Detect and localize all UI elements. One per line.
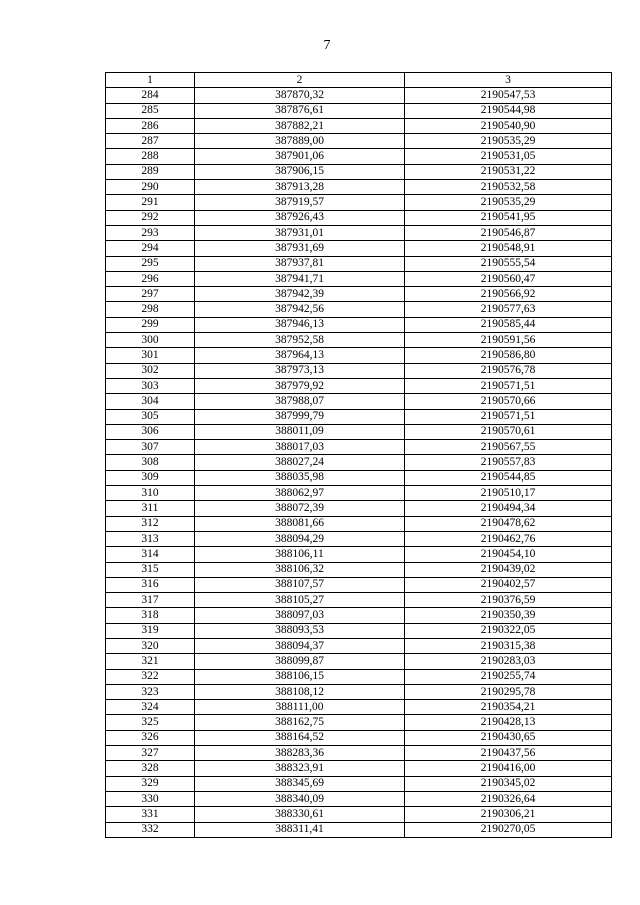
x-coordinate-cell: 388106,32 [195,562,405,577]
point-number-cell: 328 [106,761,195,776]
y-coordinate-cell: 2190567,55 [405,440,612,455]
y-coordinate-cell: 2190402,57 [405,577,612,592]
column-header-3: 3 [405,73,612,88]
point-number-cell: 288 [106,149,195,164]
point-number-cell: 331 [106,807,195,822]
y-coordinate-cell: 2190270,05 [405,822,612,837]
y-coordinate-cell: 2190535,29 [405,195,612,210]
table-row [106,363,612,378]
x-coordinate-cell: 387937,81 [195,256,405,271]
x-coordinate-cell: 388323,91 [195,761,405,776]
y-coordinate-cell: 2190570,61 [405,424,612,439]
table-row [106,684,612,699]
y-coordinate-cell: 2190494,34 [405,501,612,516]
table-row [106,470,612,485]
y-coordinate-cell: 2190544,85 [405,470,612,485]
x-coordinate-cell: 387952,58 [195,333,405,348]
table-row [106,638,612,653]
y-coordinate-cell: 2190571,51 [405,409,612,424]
table-row [106,531,612,546]
x-coordinate-cell: 387931,01 [195,225,405,240]
y-coordinate-cell: 2190306,21 [405,807,612,822]
y-coordinate-cell: 2190585,44 [405,317,612,332]
table-row [106,746,612,761]
y-coordinate-cell: 2190326,64 [405,791,612,806]
table-row [106,180,612,195]
x-coordinate-cell: 387913,28 [195,180,405,195]
x-coordinate-cell: 388164,52 [195,730,405,745]
table-row [106,547,612,562]
column-header-1: 1 [106,73,195,88]
x-coordinate-cell: 388081,66 [195,516,405,531]
table-row [106,501,612,516]
column-header-2: 2 [195,73,405,88]
point-number-cell: 319 [106,623,195,638]
x-coordinate-cell: 387999,79 [195,409,405,424]
y-coordinate-cell: 2190437,56 [405,746,612,761]
table-row [106,807,612,822]
x-coordinate-cell: 388027,24 [195,455,405,470]
point-number-cell: 289 [106,164,195,179]
point-number-cell: 284 [106,88,195,103]
x-coordinate-cell: 388111,00 [195,700,405,715]
table-row [106,623,612,638]
table-row [106,791,612,806]
x-coordinate-cell: 387973,13 [195,363,405,378]
x-coordinate-cell: 388093,53 [195,623,405,638]
y-coordinate-cell: 2190255,74 [405,669,612,684]
y-coordinate-cell: 2190531,22 [405,164,612,179]
table-row [106,669,612,684]
x-coordinate-cell: 388094,29 [195,531,405,546]
point-number-cell: 326 [106,730,195,745]
y-coordinate-cell: 2190540,90 [405,118,612,133]
point-number-cell: 304 [106,394,195,409]
point-number-cell: 329 [106,776,195,791]
point-number-cell: 298 [106,302,195,317]
x-coordinate-cell: 388330,61 [195,807,405,822]
x-coordinate-cell: 387901,06 [195,149,405,164]
point-number-cell: 309 [106,470,195,485]
table-row [106,149,612,164]
y-coordinate-cell: 2190547,53 [405,88,612,103]
y-coordinate-cell: 2190322,05 [405,623,612,638]
point-number-cell: 299 [106,317,195,332]
y-coordinate-cell: 2190591,56 [405,333,612,348]
x-coordinate-cell: 387942,39 [195,287,405,302]
table-row [106,394,612,409]
point-number-cell: 323 [106,684,195,699]
y-coordinate-cell: 2190345,02 [405,776,612,791]
point-number-cell: 318 [106,608,195,623]
table-row [106,134,612,149]
table-row [106,118,612,133]
point-number-cell: 311 [106,501,195,516]
x-coordinate-cell: 388094,37 [195,638,405,653]
point-number-cell: 310 [106,486,195,501]
y-coordinate-cell: 2190571,51 [405,378,612,393]
table-row [106,455,612,470]
y-coordinate-cell: 2190350,39 [405,608,612,623]
point-number-cell: 287 [106,134,195,149]
table-row [106,103,612,118]
point-number-cell: 294 [106,241,195,256]
x-coordinate-cell: 388108,12 [195,684,405,699]
table-row [106,302,612,317]
point-number-cell: 317 [106,593,195,608]
y-coordinate-cell: 2190315,38 [405,638,612,653]
table-row [106,593,612,608]
table-row [106,241,612,256]
y-coordinate-cell: 2190462,76 [405,531,612,546]
point-number-cell: 290 [106,180,195,195]
table-row [106,577,612,592]
y-coordinate-cell: 2190535,29 [405,134,612,149]
point-number-cell: 332 [106,822,195,837]
x-coordinate-cell: 388035,98 [195,470,405,485]
table-row [106,378,612,393]
x-coordinate-cell: 387946,13 [195,317,405,332]
x-coordinate-cell: 388283,36 [195,746,405,761]
y-coordinate-cell: 2190416,00 [405,761,612,776]
y-coordinate-cell: 2190557,83 [405,455,612,470]
x-coordinate-cell: 388062,97 [195,486,405,501]
table-row [106,822,612,837]
x-coordinate-cell: 388311,41 [195,822,405,837]
table-row [106,562,612,577]
y-coordinate-cell: 2190531,05 [405,149,612,164]
point-number-cell: 303 [106,378,195,393]
point-number-cell: 320 [106,638,195,653]
point-number-cell: 286 [106,118,195,133]
table-row [106,195,612,210]
table-row [106,654,612,669]
y-coordinate-cell: 2190532,58 [405,180,612,195]
y-coordinate-cell: 2190510,17 [405,486,612,501]
x-coordinate-cell: 387941,71 [195,271,405,286]
x-coordinate-cell: 388072,39 [195,501,405,516]
table-row [106,776,612,791]
x-coordinate-cell: 388106,15 [195,669,405,684]
y-coordinate-cell: 2190546,87 [405,225,612,240]
table-row [106,761,612,776]
y-coordinate-cell: 2190576,78 [405,363,612,378]
y-coordinate-cell: 2190376,59 [405,593,612,608]
x-coordinate-cell: 387870,32 [195,88,405,103]
x-coordinate-cell: 387919,57 [195,195,405,210]
table-row [106,409,612,424]
table-row [106,348,612,363]
y-coordinate-cell: 2190295,78 [405,684,612,699]
x-coordinate-cell: 387988,07 [195,394,405,409]
x-coordinate-cell: 388011,09 [195,424,405,439]
y-coordinate-cell: 2190454,10 [405,547,612,562]
y-coordinate-cell: 2190428,13 [405,715,612,730]
point-number-cell: 316 [106,577,195,592]
point-number-cell: 313 [106,531,195,546]
table-row [106,730,612,745]
table-row [106,486,612,501]
x-coordinate-cell: 388099,87 [195,654,405,669]
point-number-cell: 307 [106,440,195,455]
y-coordinate-cell: 2190566,92 [405,287,612,302]
x-coordinate-cell: 388162,75 [195,715,405,730]
x-coordinate-cell: 388105,27 [195,593,405,608]
point-number-cell: 293 [106,225,195,240]
x-coordinate-cell: 387942,56 [195,302,405,317]
y-coordinate-cell: 2190570,66 [405,394,612,409]
x-coordinate-cell: 388017,03 [195,440,405,455]
y-coordinate-cell: 2190577,63 [405,302,612,317]
x-coordinate-cell: 387882,21 [195,118,405,133]
y-coordinate-cell: 2190548,91 [405,241,612,256]
point-number-cell: 297 [106,287,195,302]
point-number-cell: 291 [106,195,195,210]
table-row [106,608,612,623]
point-number-cell: 308 [106,455,195,470]
page-number: 7 [323,38,331,53]
x-coordinate-cell: 387889,00 [195,134,405,149]
y-coordinate-cell: 2190555,54 [405,256,612,271]
table-row [106,256,612,271]
table-row [106,700,612,715]
point-number-cell: 292 [106,210,195,225]
table-row [106,164,612,179]
point-number-cell: 327 [106,746,195,761]
table-row [106,317,612,332]
y-coordinate-cell: 2190560,47 [405,271,612,286]
table-row [106,287,612,302]
y-coordinate-cell: 2190541,95 [405,210,612,225]
point-number-cell: 321 [106,654,195,669]
x-coordinate-cell: 388345,69 [195,776,405,791]
point-number-cell: 296 [106,271,195,286]
point-number-cell: 285 [106,103,195,118]
table-row [106,333,612,348]
point-number-cell: 324 [106,700,195,715]
y-coordinate-cell: 2190354,21 [405,700,612,715]
x-coordinate-cell: 388340,09 [195,791,405,806]
point-number-cell: 314 [106,547,195,562]
y-coordinate-cell: 2190544,98 [405,103,612,118]
point-number-cell: 305 [106,409,195,424]
point-number-cell: 306 [106,424,195,439]
x-coordinate-cell: 387906,15 [195,164,405,179]
y-coordinate-cell: 2190478,62 [405,516,612,531]
point-number-cell: 301 [106,348,195,363]
y-coordinate-cell: 2190430,65 [405,730,612,745]
coordinates-table [105,72,612,838]
x-coordinate-cell: 388097,03 [195,608,405,623]
point-number-cell: 300 [106,333,195,348]
point-number-cell: 325 [106,715,195,730]
table-row [106,516,612,531]
table-row [106,440,612,455]
point-number-cell: 322 [106,669,195,684]
y-coordinate-cell: 2190439,02 [405,562,612,577]
table-body [106,88,612,838]
table-row [106,424,612,439]
x-coordinate-cell: 387931,69 [195,241,405,256]
point-number-cell: 330 [106,791,195,806]
table-row [106,210,612,225]
x-coordinate-cell: 387964,13 [195,348,405,363]
table-row [106,88,612,103]
table-row [106,715,612,730]
point-number-cell: 312 [106,516,195,531]
y-coordinate-cell: 2190283,03 [405,654,612,669]
x-coordinate-cell: 388107,57 [195,577,405,592]
point-number-cell: 302 [106,363,195,378]
table-header-row [106,73,612,88]
point-number-cell: 295 [106,256,195,271]
x-coordinate-cell: 387926,43 [195,210,405,225]
point-number-cell: 315 [106,562,195,577]
x-coordinate-cell: 387979,92 [195,378,405,393]
table-row [106,271,612,286]
y-coordinate-cell: 2190586,80 [405,348,612,363]
x-coordinate-cell: 387876,61 [195,103,405,118]
x-coordinate-cell: 388106,11 [195,547,405,562]
table-row [106,225,612,240]
